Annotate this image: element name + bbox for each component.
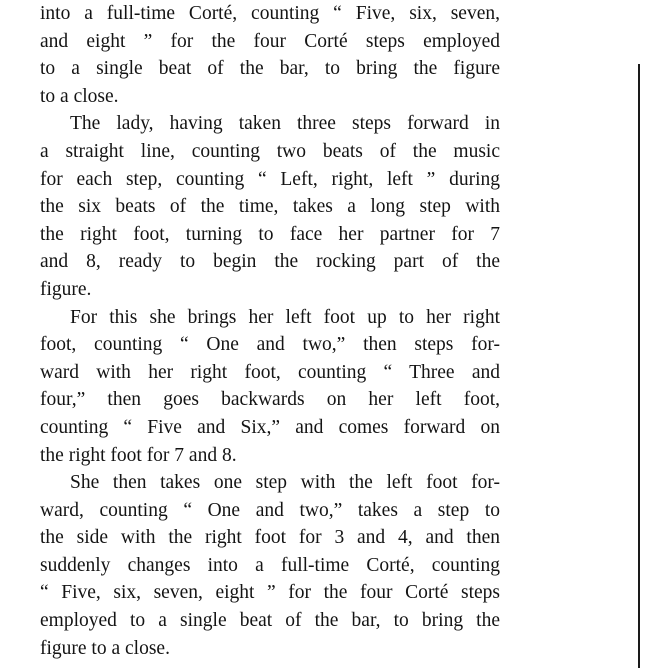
text-line: and 8, ready to begin the rocking part of the bbox=[40, 251, 500, 273]
text-line: a straight line, counting two beats of the music bbox=[40, 140, 500, 162]
text-line: foot, counting “ One and two,” then steps for- bbox=[40, 334, 500, 356]
text-line: “ Five, six, seven, eight ” for the four Corté steps bbox=[40, 582, 500, 604]
text-line: to a single beat of the bar, to bring the figure bbox=[40, 58, 500, 80]
text-line: suddenly changes into a full-time Corté, counting bbox=[40, 554, 500, 576]
text-line: figure. bbox=[40, 278, 92, 300]
body-text bbox=[40, 0, 500, 662]
text-line: for each step, counting “ Left, right, left ” during bbox=[40, 168, 500, 190]
text-line: ward, counting “ One and two,” takes a step to bbox=[40, 499, 500, 521]
text-line: into a full-time Corté, counting “ Five, six, seven, bbox=[40, 3, 500, 24]
text-line: The lady, having taken three steps forward in bbox=[70, 113, 500, 135]
text-line: the side with the right foot for 3 and 4, and then bbox=[40, 527, 500, 549]
text-line: employed to a single beat of the bar, to bring the bbox=[40, 610, 500, 632]
paragraph-3 bbox=[40, 304, 500, 470]
text-line: the six beats of the time, takes a long step with bbox=[40, 196, 500, 218]
text-line: For this she brings her left foot up to her right bbox=[70, 306, 500, 328]
paragraph-4 bbox=[40, 469, 500, 662]
text-line: figure to a close. bbox=[40, 637, 170, 659]
text-line: four,” then goes backwards on her left foot, bbox=[40, 389, 500, 411]
text-line: to a close. bbox=[40, 85, 119, 107]
page-edge-rule bbox=[638, 64, 640, 668]
text-line: She then takes one step with the left foot for- bbox=[70, 472, 500, 494]
text-line: the right foot, turning to face her partner for 7 bbox=[40, 223, 500, 245]
paragraph-1 bbox=[40, 0, 500, 110]
text-line: the right foot for 7 and 8. bbox=[40, 444, 237, 466]
paragraph-2 bbox=[40, 110, 500, 303]
text-line: counting “ Five and Six,” and comes forward on bbox=[40, 416, 500, 438]
text-line: and eight ” for the four Corté steps employed bbox=[40, 30, 500, 52]
text-line: ward with her right foot, counting “ Three and bbox=[40, 361, 500, 383]
